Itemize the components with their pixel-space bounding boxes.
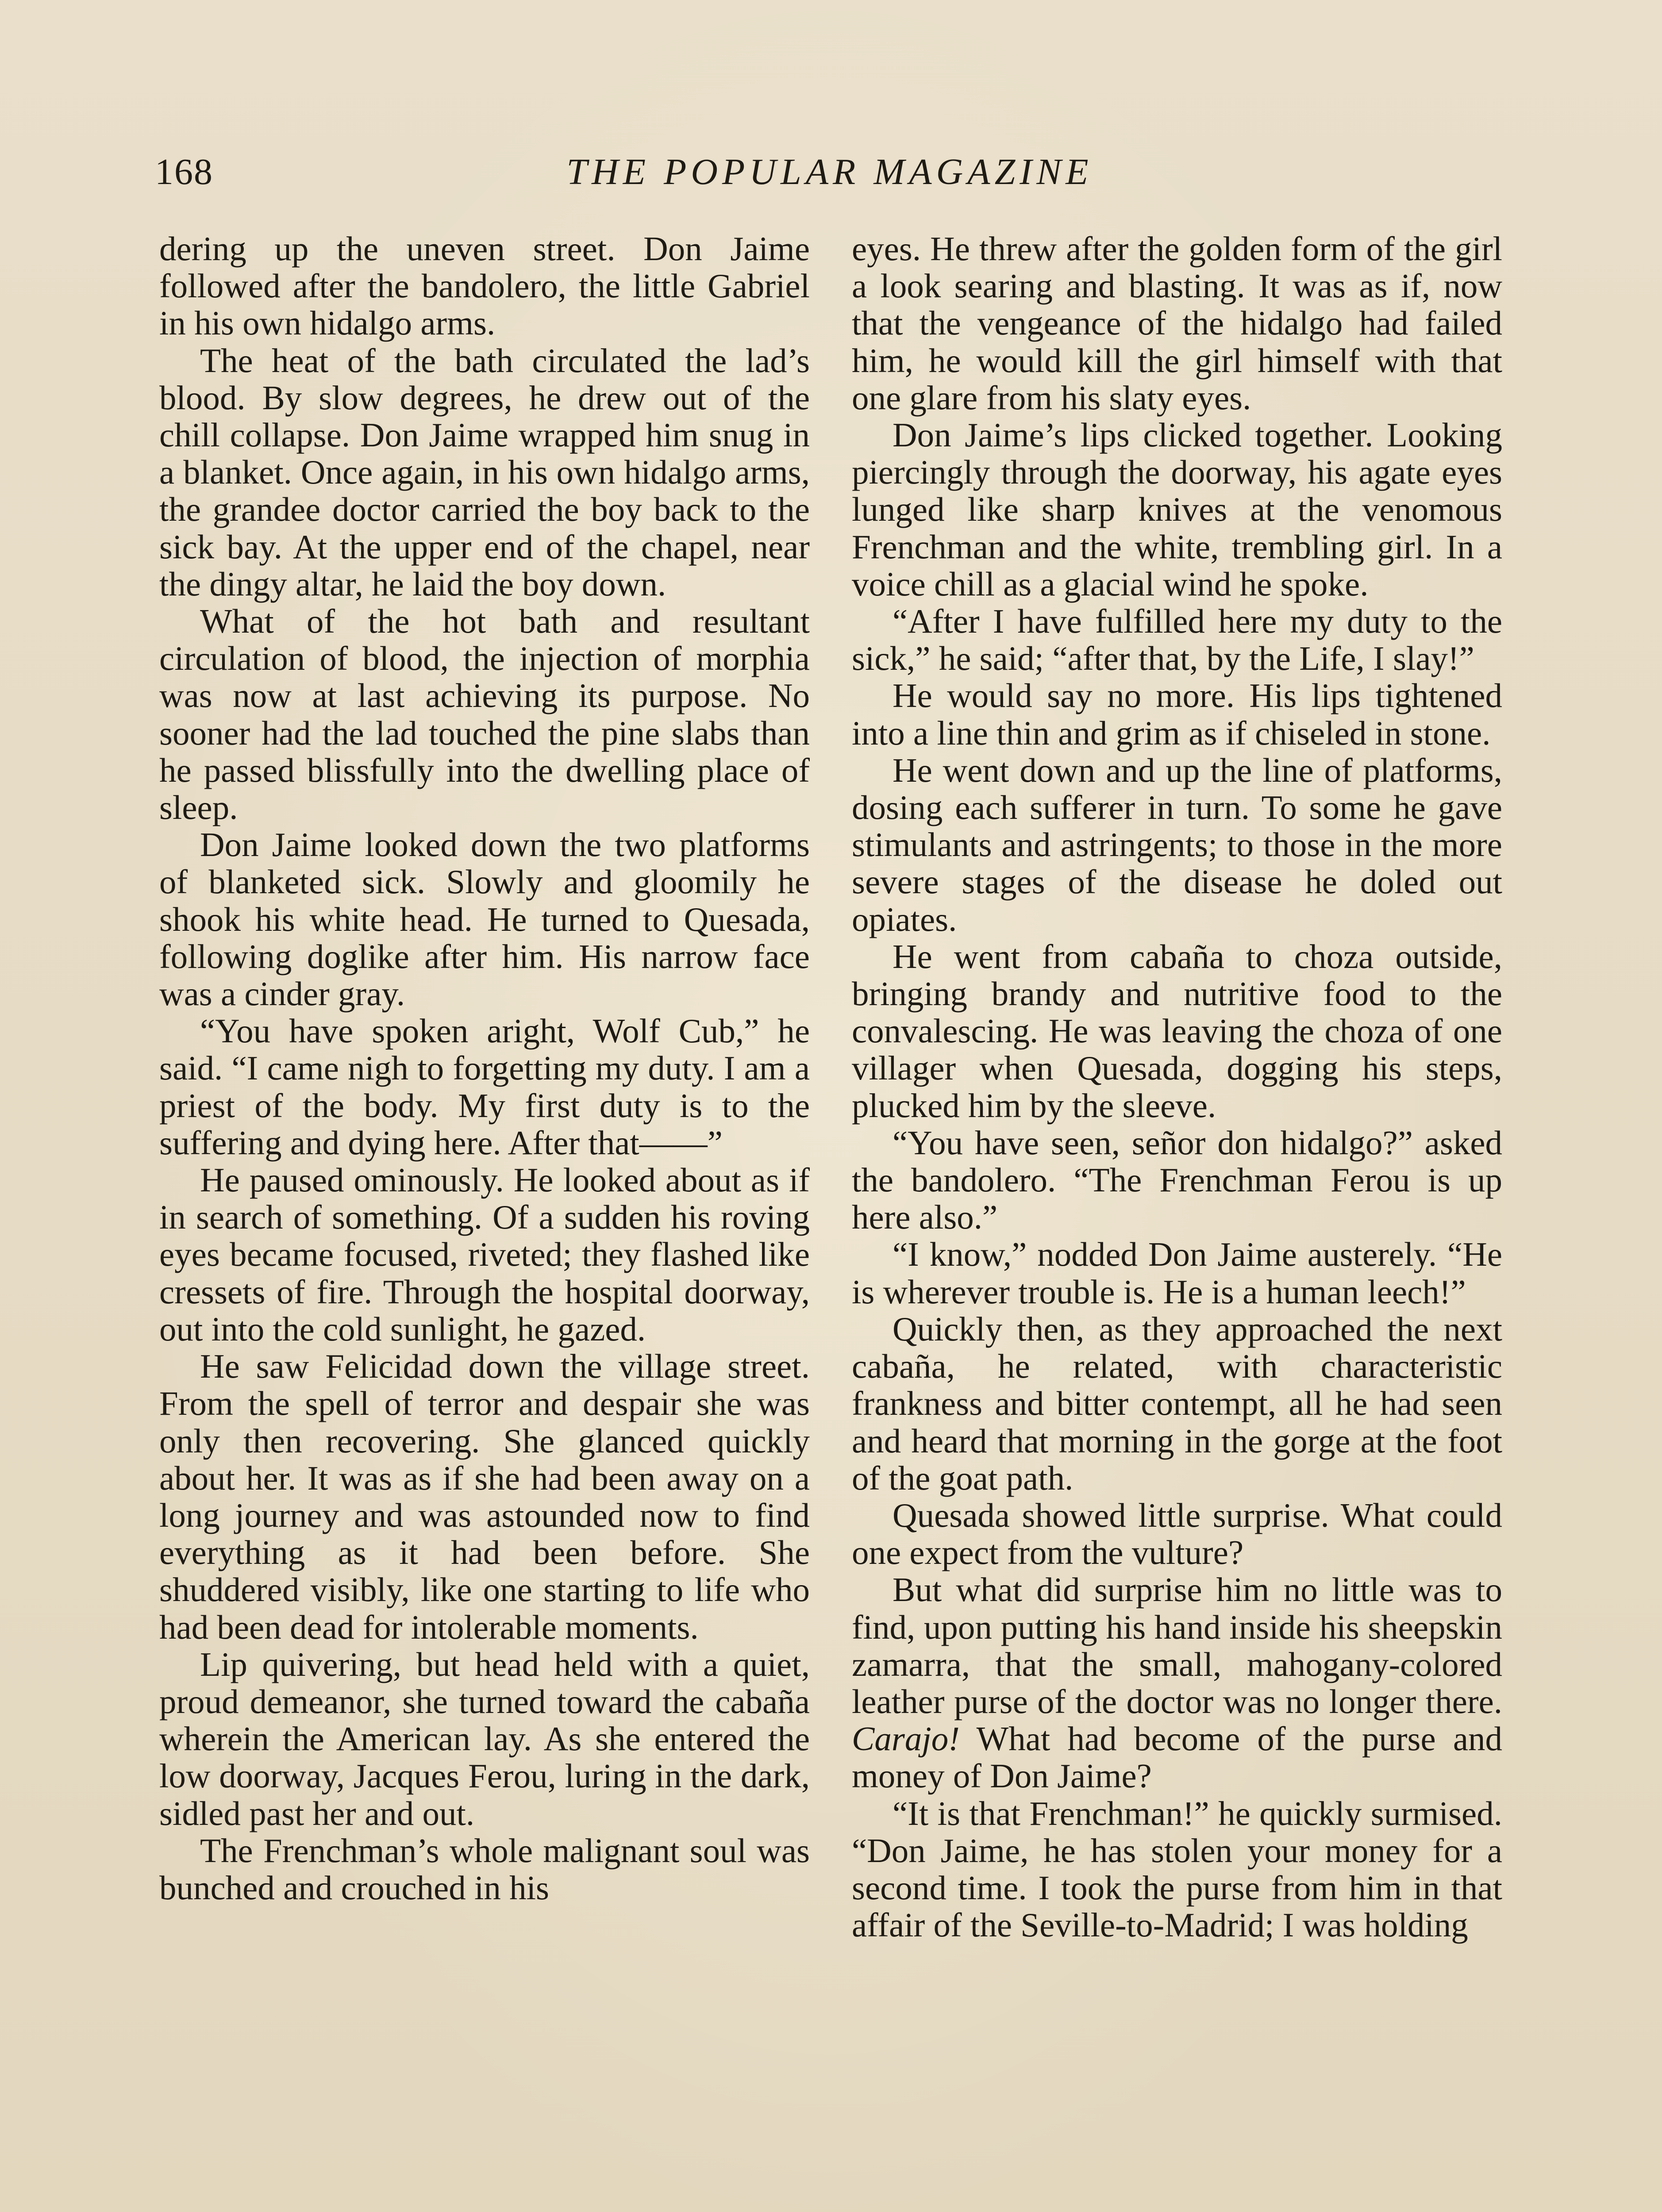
paragraph: The Frenchman’s whole malignant soul was bunched and crouched in his	[159, 1831, 810, 1907]
paragraph-text: But what did surprise him no little was to find, upon putting his hand inside his sheepskin zamarra, that the small, mahogany-colored leather purse of the doctor was no longer there.	[852, 1571, 1502, 1720]
paragraph: dering up the uneven street. Don Jaime followed after the bandolero, the little Gabriel in his own hidalgo arms.	[159, 230, 810, 342]
paragraph: What of the hot bath and resultant circulation of blood, the injection of morphia was now at last achieving its purpose. No sooner had the lad touched the pine slabs than he passed blissfully into the dwelling place of sleep.	[159, 602, 810, 827]
paragraph: Quesada showed little surprise. What could one expect from the vulture?	[852, 1496, 1502, 1572]
paragraph: “I know,” nodded Don Jaime austerely. “He is wherever trouble is. He is a human leech!”	[852, 1235, 1502, 1311]
paragraph	[852, 1571, 1502, 1794]
paragraph: He saw Felicidad down the village street. From the spell of terror and despair she was only then recovering. She glanced quickly about her. It was as if she had been away on a long journey and was astounded now to find everything as it had been before. She shuddered visibly, like one starting to life who had been dead for intolerable moments.	[159, 1347, 810, 1646]
paragraph: He would say no more. His lips tightened into a line thin and grim as if chiseled in stone.	[852, 676, 1502, 752]
paragraph: He went from cabaña to choza outside, bringing brandy and nutritive food to the convalescing. He was leaving the choza of one villager when Quesada, dogging his steps, plucked him by the sleeve.	[852, 937, 1502, 1125]
paragraph: “You have spoken aright, Wolf Cub,” he said. “I came nigh to forgetting my duty. I am a priest of the body. My first duty is to the suffering and dying here. After that——”	[159, 1012, 810, 1162]
paragraph: “It is that Frenchman!” he quickly surmised. “Don Jaime, he has stolen your money for a second time. I took the purse from him in that affair of the Seville-to-Madrid; I was holding	[852, 1794, 1502, 1944]
paragraph: eyes. He threw after the golden form of the girl a look searing and blasting. It was as if, now that the vengeance of the hidalgo had failed him, he would kill the girl himself with that one glare from his slaty eyes.	[852, 230, 1502, 417]
paragraph: “You have seen, señor don hidalgo?” asked the bandolero. “The Frenchman Ferou is up here also.”	[852, 1123, 1502, 1237]
paragraph: “After I have fulfilled here my duty to the sick,” he said; “after that, by the Life, I slay!”	[852, 602, 1502, 678]
paragraph: Don Jaime’s lips clicked together. Looking piercingly through the doorway, his agate eyes lunged like sharp knives at the venomous Frenchman and the white, trembling girl. In a voice chill as a glacial wind he spoke.	[852, 416, 1502, 603]
page-header	[155, 146, 1504, 208]
running-head: THE POPULAR MAGAZINE	[566, 151, 1093, 192]
paragraph: Lip quivering, but head held with a quiet, proud demeanor, she turned toward the cabaña wherein the American lay. As she entered the low doorway, Jacques Ferou, luring in the dark, sidled past her and out.	[159, 1645, 810, 1832]
paragraph: The heat of the bath circulated the lad’s blood. By slow degrees, he drew out of the chill collapse. Don Jaime wrapped him snug in a blanket. Once again, in his own hidalgo arms, the grandee doctor carried the boy back to the sick bay. At the upper end of the chapel, near the dingy altar, he laid the boy down.	[159, 341, 810, 603]
paragraph: He paused ominously. He looked about as if in search of something. Of a sudden his roving eyes became focused, riveted; they flashed like cressets of fire. Through the hospital doorway, out into the cold sunlight, he gazed.	[159, 1161, 810, 1348]
italic-exclamation: Carajo!	[852, 1720, 960, 1758]
left-column	[159, 230, 810, 1906]
paragraph: Quickly then, as they approached the next cabaña, he related, with characteristic frankness and bitter contempt, all he had seen and heard that morning in the gorge at the foot of the goat path.	[852, 1310, 1502, 1497]
paragraph: He went down and up the line of platforms, dosing each sufferer in turn. To some he gave stimulants and astringents; to those in the more severe stages of the disease he doled out opiates.	[852, 751, 1502, 938]
right-column	[852, 230, 1502, 1943]
page-number: 168	[155, 151, 213, 192]
paragraph: Don Jaime looked down the two platforms of blanketed sick. Slowly and gloomily he shook his white head. He turned to Quesada, following doglike after him. His narrow face was a cinder gray.	[159, 826, 810, 1013]
paragraph-text: What had become of the purse and money of Don Jaime?	[852, 1720, 1502, 1795]
